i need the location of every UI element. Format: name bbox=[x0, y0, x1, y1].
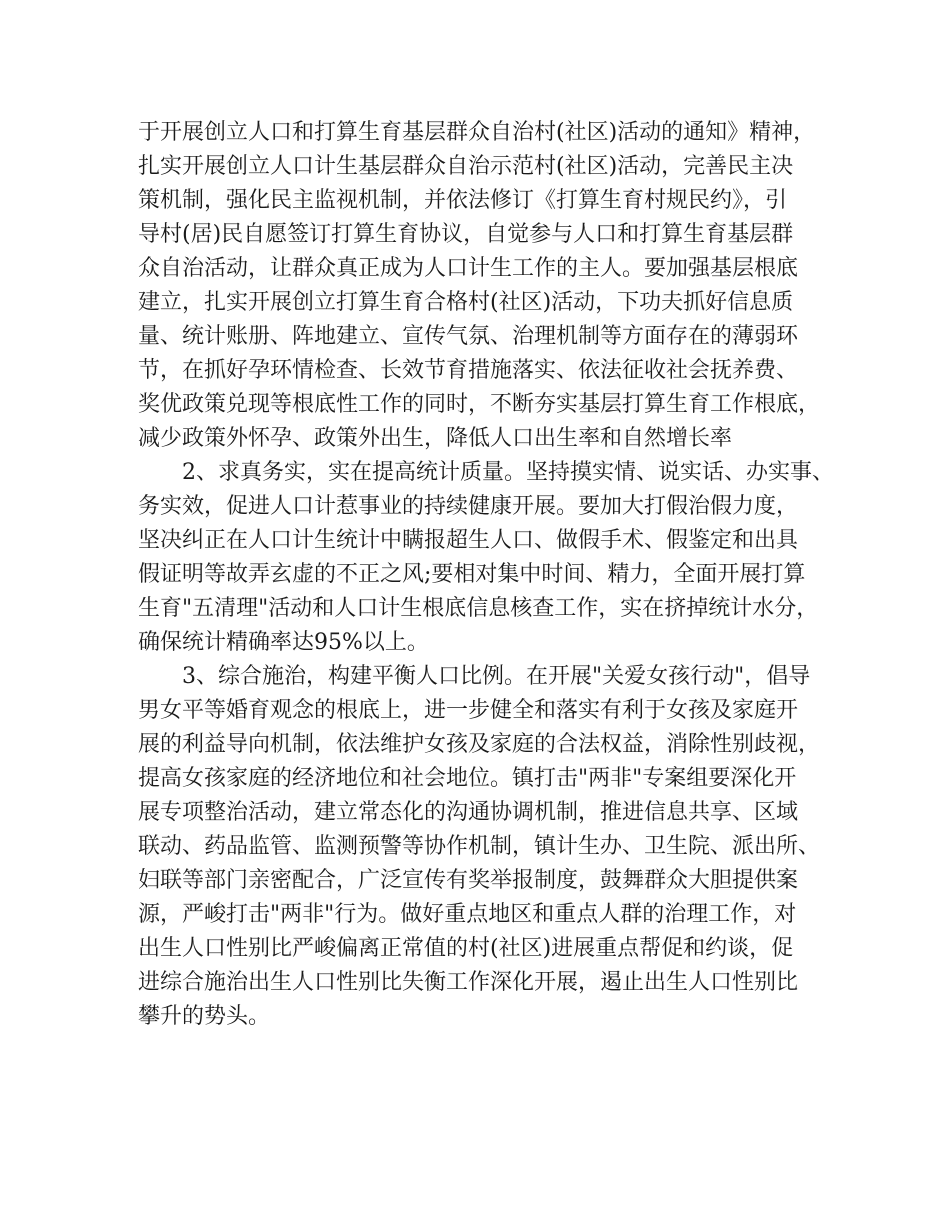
text-line: 进综合施治出生人口性别比失衡工作深化开展，遏止出生人口性别比 bbox=[138, 970, 799, 995]
text-line: 于开展创立人口和打算生育基层群众自治村(社区)活动的通知》精神， bbox=[138, 120, 816, 145]
text-line: 减少政策外怀孕、政策外出生，降低人口出生率和自然增长率 bbox=[138, 426, 733, 451]
document-body bbox=[138, 116, 834, 1034]
text-line: 导村(居)民自愿签订打算生育协议，自觉参与人口和打算生育基层群 bbox=[138, 222, 794, 247]
text-line: 坚决纠正在人口计生统计中瞒报超生人口、做假手术、假鉴定和出具 bbox=[138, 528, 799, 553]
text-line: 展专项整治活动，建立常态化的沟通协调机制，推进信息共享、区域 bbox=[138, 800, 799, 825]
text-line: 联动、药品监管、监测预警等协作机制，镇计生办、卫生院、派出所、 bbox=[138, 834, 821, 859]
text-line: 妇联等部门亲密配合，广泛宣传有奖举报制度，鼓舞群众大胆提供案 bbox=[138, 868, 799, 893]
text-line: 提高女孩家庭的经济地位和社会地位。镇打击"两非"专案组要深化开 bbox=[138, 766, 797, 791]
text-line: 奖优政策兑现等根底性工作的同时，不断夯实基层打算生育工作根底， bbox=[138, 392, 821, 417]
text-line: 众自治活动，让群众真正成为人口计生工作的主人。要加强基层根底 bbox=[138, 256, 799, 281]
text-line: 攀升的势头。 bbox=[138, 1004, 271, 1029]
paragraph bbox=[138, 660, 830, 1034]
text-line: 展的利益导向机制，依法维护女孩及家庭的合法权益，消除性别歧视， bbox=[138, 732, 821, 757]
text-line: 建立，扎实开展创立打算生育合格村(社区)活动，下功夫抓好信息质 bbox=[138, 290, 794, 315]
text-line: 出生人口性别比严峻偏离正常值的村(社区)进展重点帮促和约谈，促 bbox=[138, 936, 794, 961]
text-line: 扎实开展创立人口计生基层群众自治示范村(社区)活动，完善民主决 bbox=[138, 154, 794, 179]
text-line: 确保统计精确率达95%以上。 bbox=[138, 630, 429, 655]
text-line: 2、求真务实，实在提高统计质量。坚持摸实情、说实话、办实事、 bbox=[138, 460, 834, 485]
text-line: 节，在抓好孕环情检查、长效节育措施落实、依法征收社会抚养费、 bbox=[138, 358, 799, 383]
text-line: 策机制，强化民主监视机制，并依法修订《打算生育村规民约》，引 bbox=[138, 188, 788, 213]
text-line: 男女平等婚育观念的根底上，进一步健全和落实有利于女孩及家庭开 bbox=[138, 698, 799, 723]
text-line: 源，严峻打击"两非"行为。做好重点地区和重点人群的治理工作，对 bbox=[138, 902, 797, 927]
paragraph bbox=[138, 456, 834, 660]
text-line: 生育"五清理"活动和人口计生根底信息核查工作，实在挤掉统计水分， bbox=[138, 596, 819, 621]
text-line: 量、统计账册、阵地建立、宣传气氛、治理机制等方面存在的薄弱环 bbox=[138, 324, 799, 349]
text-line: 3、综合施治，构建平衡人口比例。在开展"关爱女孩行动"，倡导 bbox=[138, 664, 811, 689]
text-line: 假证明等故弄玄虚的不正之风;要相对集中时间、精力，全面开展打算 bbox=[138, 562, 806, 587]
paragraph bbox=[138, 116, 830, 456]
text-line: 务实效，促进人口计惹事业的持续健康开展。要加大打假治假力度， bbox=[138, 494, 799, 519]
